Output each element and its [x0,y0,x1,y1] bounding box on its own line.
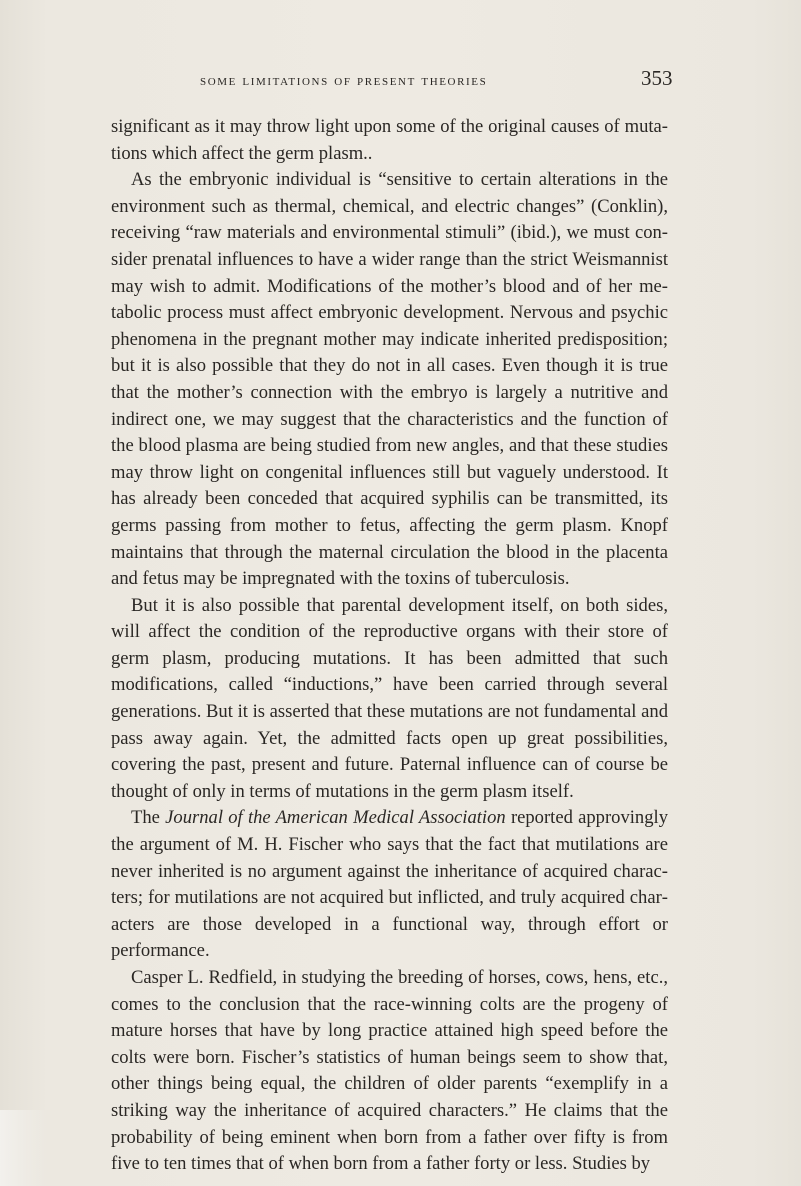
running-title: some limitations of present theories [200,72,488,89]
scan-edge-mark [0,1110,48,1186]
paragraph-1: significant as it may throw light upon some of the original causes of mutations which affect the germ plasm.. [111,116,668,164]
paragraph-4-rest: reported approvingly the argument of M. H. Fischer who says that the fact that mutilations are never inherited is no argument against the inheritance of acquired characters; for mutilations are not acquired but inflicted, and truly acquired characters are those developed in a functional way, through effort or performance. [111,807,668,962]
paragraph-4-lead: The [131,807,166,829]
paragraph-3: But it is also possible that parental development itself, on both sides, will affect the condition of the reproductive organs with their store of germ plasm, producing mutations. It has been admitted that such modifications, called “inductions,” have been carried through several generations. But it is asserted that these mutations are not fundamental and pass away again. Yet, the admitted facts open up great possibilities, covering the past, present and future. Paternal influence can of course be thought of only in terms of mutations in the germ plasm itself. [111,594,668,802]
page-number: 353 [641,66,673,90]
running-head [0,64,801,94]
paragraph-5: Casper L. Redfield, in studying the breeding of horses, cows, hens, etc., comes to the conclusion that the race-winning colts are the progeny of mature horses that have by long practice attained high speed before the colts were born. Fischer’s statistics of human beings seem to show that, other things being equal, the children of older parents “exemplify in a striking way the inheritance of acquired characters.” He claims that the probability of being eminent when born from a father over fifty is from five to ten times that of when born from a father forty or less. Studies by [111,967,668,1175]
body-text [111,114,668,1178]
paragraph-2: As the embryonic individual is “sensitive to certain alterations in the environment such as thermal, chemical, and electric changes” (Conklin), receiving “raw materials and environmental stimuli” (ibid.), we must consider prenatal influences to have a wider range than the strict Weismannist may wish to admit. Modifications of the mother’s blood and of her metabolic process must affect embryonic development. Nervous and psychic phenomena in the pregnant mother may indicate inherited predisposition; but it is also possible that they do not in all cases. Even though it is true that the mother’s connection with the embryo is largely a nutritive and indirect one, we may suggest that the characteristics and the function of the blood plasma are being studied from new angles, and that these studies may throw light on congenital influences still but vaguely understood. It has already been conceded that acquired syphilis can be transmitted, its germs passing from mother to fetus, affecting the germ plasm. Knopf maintains that through the maternal circulation the blood in the placenta and fetus may be impregnated with the toxins of tuberculosis. [111,169,668,590]
journal-title: Journal of the American Medical Association [165,807,506,829]
paragraph-4 [111,805,668,965]
